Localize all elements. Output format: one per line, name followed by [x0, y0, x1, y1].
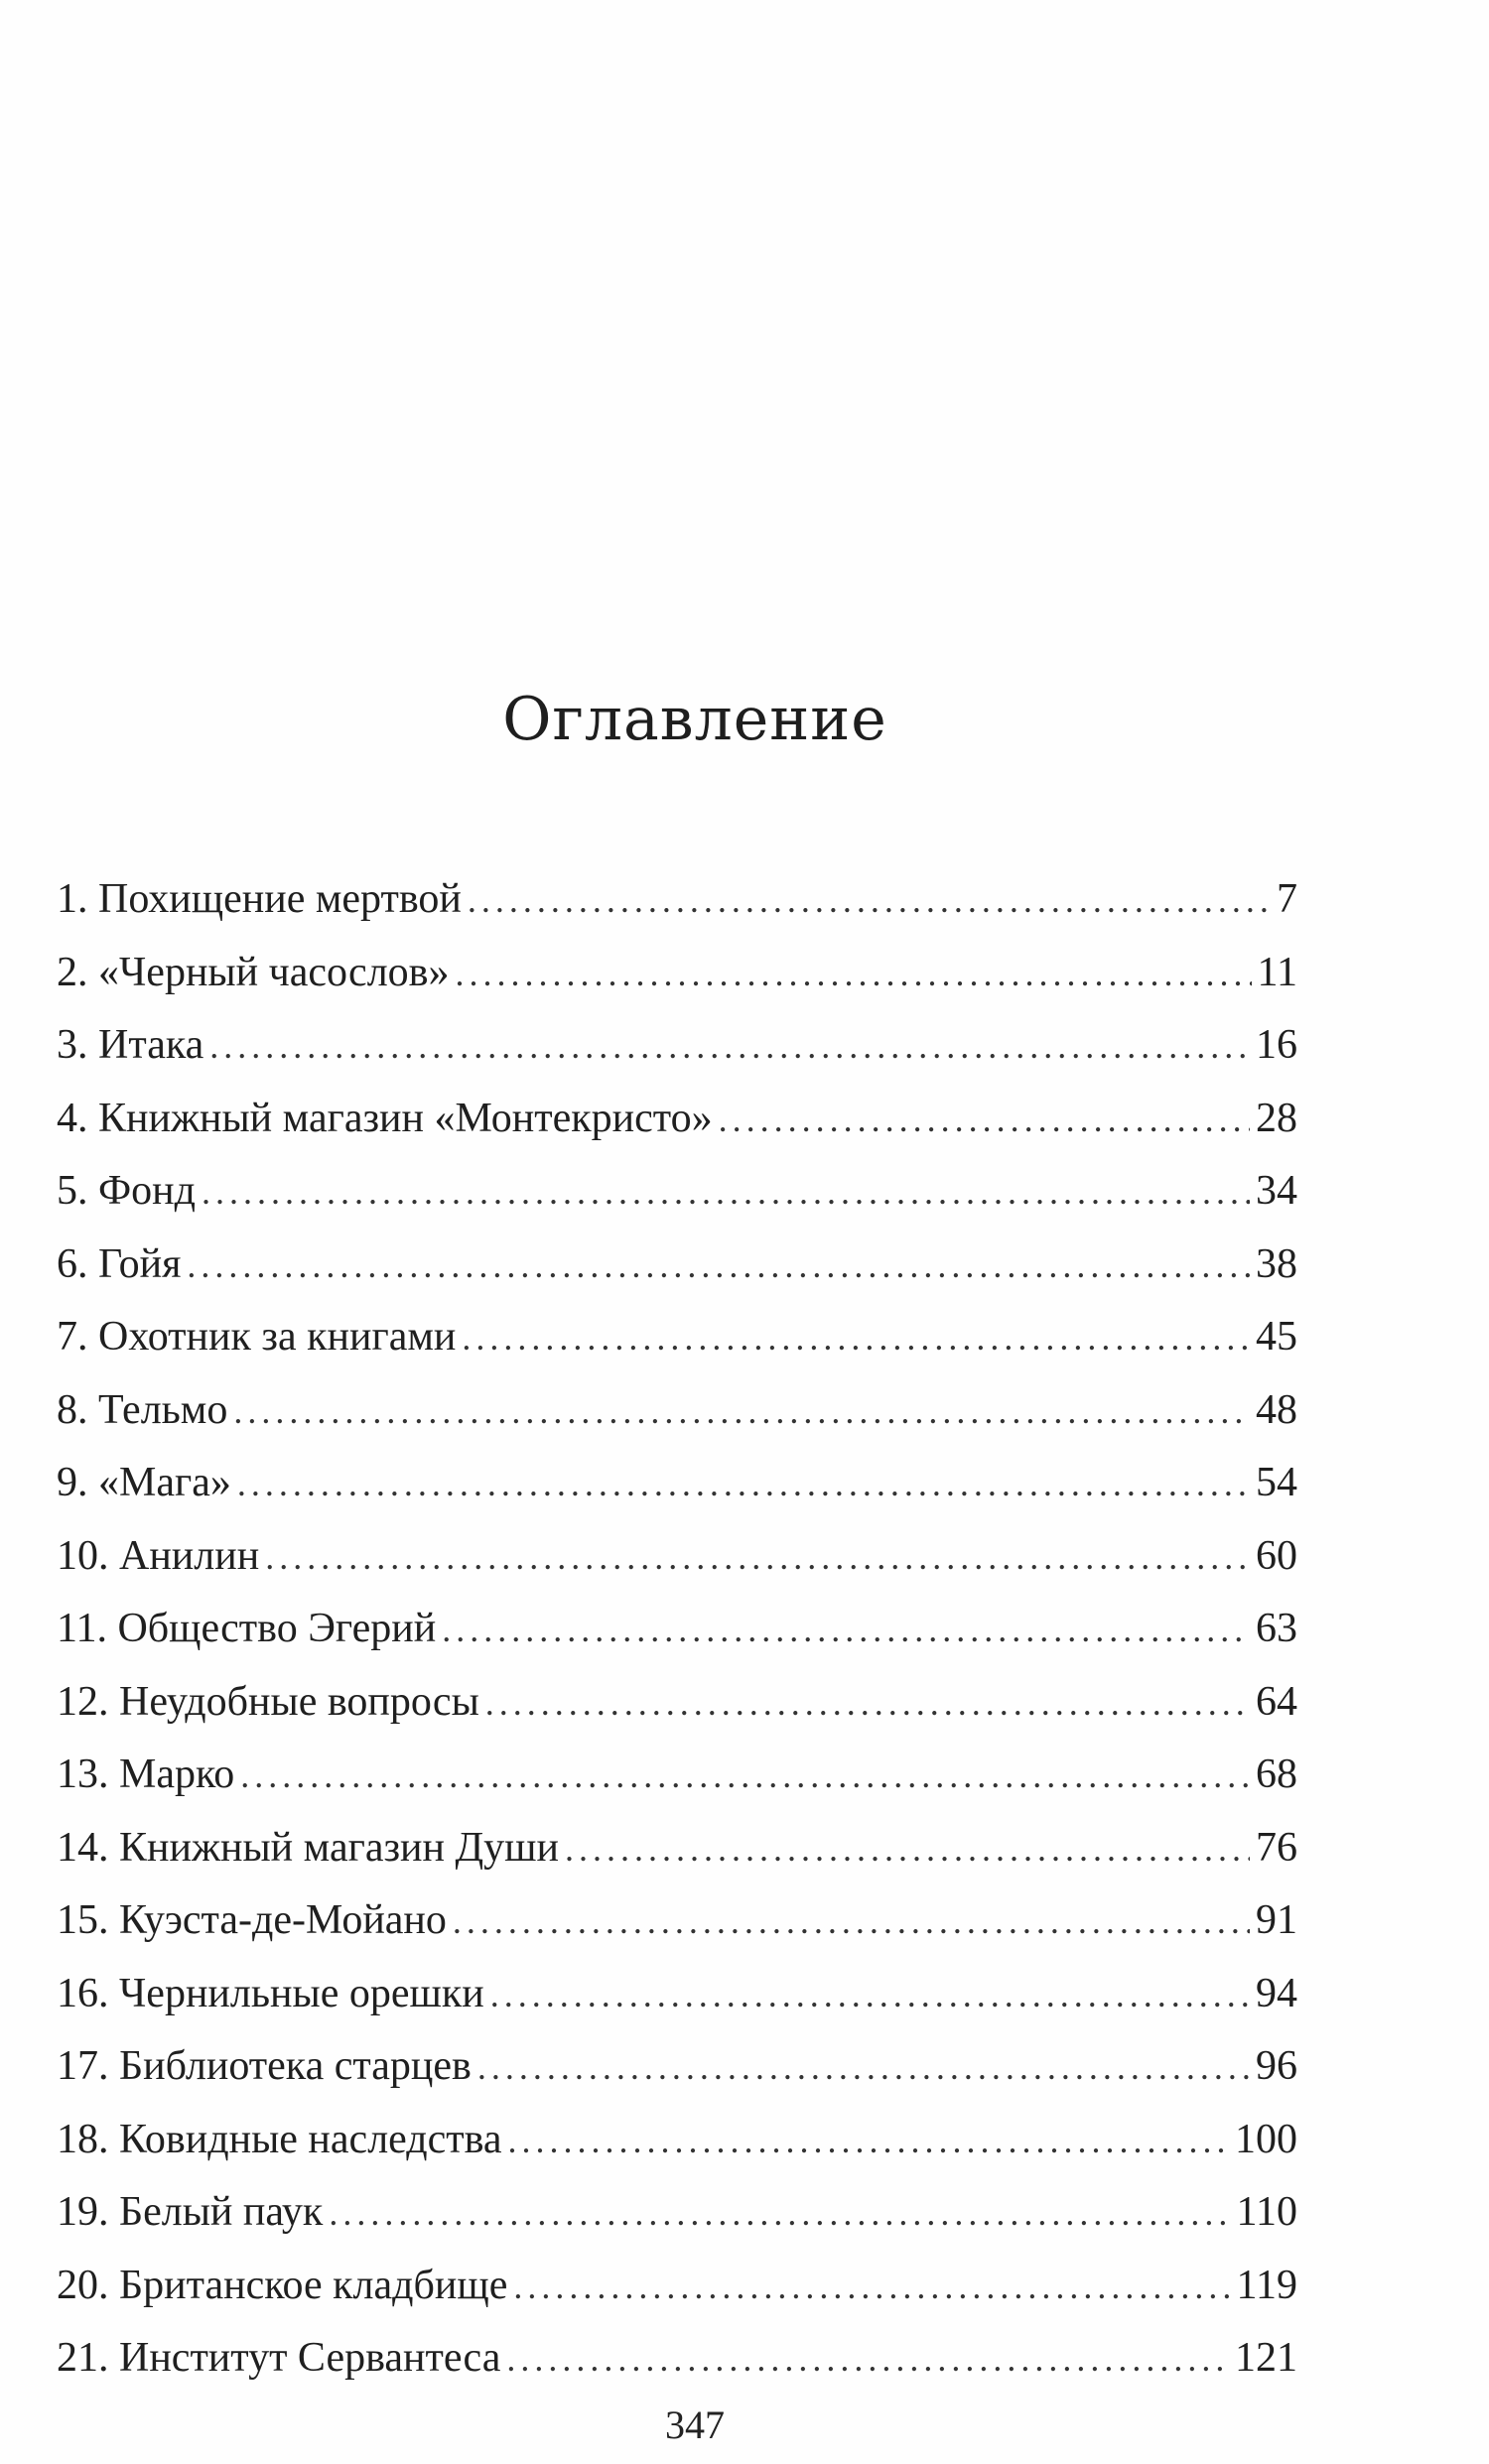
toc-entry-label: 17. Библиотека старцев	[57, 2043, 472, 2089]
toc-entry	[57, 2250, 1297, 2323]
toc-entry-label: 3. Итака	[57, 1022, 204, 1068]
toc-leader-dots	[187, 1230, 1250, 1302]
toc-leader-dots	[513, 2251, 1230, 2323]
toc-entry-label: 8. Тельмо	[57, 1386, 228, 1433]
toc-entry-label: 15. Куэста-де-Мойано	[57, 1897, 447, 1943]
toc-entry-page: 48	[1256, 1386, 1297, 1433]
toc-entry-label: 14. Книжный магазин Души	[57, 1824, 559, 1871]
toc-entry	[57, 937, 1297, 1010]
toc-leader-dots	[240, 1740, 1250, 1812]
toc-leader-dots	[719, 1084, 1250, 1156]
toc-leader-dots	[508, 2105, 1229, 2177]
toc-entry-label: 12. Неудобные вопросы	[57, 1678, 479, 1725]
toc-entry-page: 64	[1256, 1678, 1297, 1725]
toc-entry-page: 76	[1256, 1824, 1297, 1871]
toc-entry-label: 21. Институт Сервантеса	[57, 2335, 501, 2381]
toc-leader-dots	[233, 1375, 1250, 1448]
toc-entry	[57, 1520, 1297, 1594]
toc-entry	[57, 2104, 1297, 2177]
toc-entry-page: 38	[1256, 1240, 1297, 1287]
toc-entry-label: 18. Ковидные наследства	[57, 2116, 502, 2162]
table-of-contents	[57, 863, 1297, 2396]
toc-entry	[57, 2176, 1297, 2250]
toc-entry-label: 7. Охотник за книгами	[57, 1314, 457, 1360]
toc-entry-label: 13. Марко	[57, 1751, 235, 1797]
toc-entry-page: 60	[1256, 1532, 1297, 1579]
toc-entry-label: 5. Фонд	[57, 1168, 197, 1214]
page-title: Оглавление	[502, 685, 887, 754]
toc-entry-page: 68	[1256, 1751, 1297, 1797]
toc-entry	[57, 2322, 1297, 2396]
toc-entry-page: 91	[1256, 1897, 1297, 1943]
toc-entry	[57, 1301, 1297, 1374]
toc-leader-dots	[462, 1302, 1250, 1374]
toc-entry	[57, 1155, 1297, 1229]
toc-entry	[57, 1229, 1297, 1302]
toc-entry-label: 9. «Мага»	[57, 1460, 231, 1505]
toc-entry-label: 11. Общество Эгерий	[57, 1606, 437, 1651]
toc-leader-dots	[506, 2323, 1229, 2396]
toc-entry	[57, 2030, 1297, 2104]
toc-entry-page: 94	[1256, 1970, 1297, 2016]
toc-entry-page: 110	[1236, 2189, 1297, 2235]
toc-entry-page: 34	[1256, 1168, 1297, 1214]
toc-entry-label: 1. Похищение мертвой	[57, 876, 462, 922]
toc-leader-dots	[202, 1156, 1250, 1229]
toc-entry	[57, 1447, 1297, 1520]
toc-entry	[57, 1739, 1297, 1812]
toc-leader-dots	[453, 1885, 1250, 1958]
toc-entry-page: 7	[1277, 876, 1297, 922]
toc-leader-dots	[237, 1448, 1250, 1520]
toc-leader-dots	[565, 1813, 1250, 1885]
toc-leader-dots	[485, 1667, 1250, 1740]
page-number: 347	[665, 2402, 725, 2447]
toc-leader-dots	[265, 1521, 1250, 1594]
toc-entry	[57, 1009, 1297, 1083]
toc-entry-page: 11	[1257, 949, 1297, 995]
toc-entry-page: 100	[1235, 2116, 1297, 2162]
toc-entry	[57, 863, 1297, 937]
toc-entry-label: 10. Анилин	[57, 1532, 260, 1579]
toc-entry-page: 16	[1256, 1022, 1297, 1068]
toc-entry-page: 121	[1235, 2335, 1297, 2381]
toc-entry-label: 6. Гойя	[57, 1240, 182, 1287]
toc-entry	[57, 1374, 1297, 1448]
toc-leader-dots	[456, 938, 1252, 1010]
toc-leader-dots	[468, 864, 1271, 937]
toc-entry-page: 45	[1256, 1314, 1297, 1360]
toc-entry-page: 119	[1236, 2262, 1297, 2308]
toc-entry-page: 96	[1256, 2043, 1297, 2089]
toc-entry-label: 20. Британское кладбище	[57, 2262, 508, 2308]
toc-entry-page: 63	[1256, 1606, 1297, 1651]
toc-entry-label: 2. «Черный часослов»	[57, 949, 450, 995]
toc-entry	[57, 1884, 1297, 1958]
toc-entry	[57, 1666, 1297, 1740]
toc-leader-dots	[490, 1959, 1250, 2031]
toc-leader-dots	[442, 1594, 1250, 1666]
toc-entry-label: 4. Книжный магазин «Монтекристо»	[57, 1095, 713, 1141]
toc-entry-label: 19. Белый паук	[57, 2189, 324, 2235]
toc-entry	[57, 1958, 1297, 2031]
toc-entry	[57, 1593, 1297, 1666]
toc-leader-dots	[209, 1010, 1250, 1083]
toc-leader-dots	[477, 2031, 1250, 2104]
toc-entry-page: 54	[1256, 1460, 1297, 1505]
toc-entry-label: 16. Чернильные орешки	[57, 1970, 484, 2016]
toc-entry-page: 28	[1256, 1095, 1297, 1141]
toc-entry	[57, 1083, 1297, 1156]
toc-leader-dots	[329, 2177, 1230, 2250]
toc-entry	[57, 1812, 1297, 1885]
